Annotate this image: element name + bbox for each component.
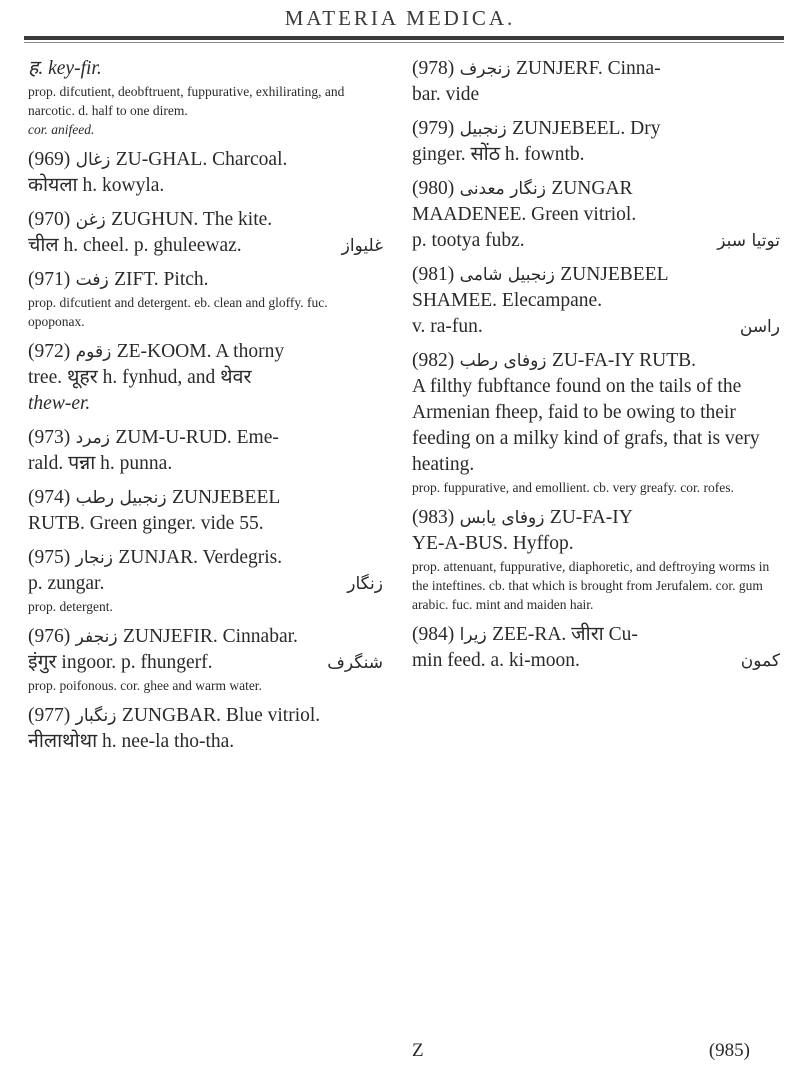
entry-headword: ZE-KOOM. A thorny [116, 341, 285, 362]
dictionary-entry [412, 622, 780, 682]
entry-text: p. zungar. [28, 573, 105, 594]
entry-headword: ZUGHUN. The kite. [111, 209, 273, 230]
entry-line [412, 142, 780, 168]
entry-line [412, 314, 780, 340]
arabic-gloss: زنگار [347, 574, 383, 594]
signature-mark: Z [412, 1040, 424, 1061]
arabic-headword: زنجبیل شامی [454, 265, 561, 285]
arabic-headword: زغن [70, 210, 112, 230]
entry-line [412, 288, 780, 314]
entry-line [28, 365, 383, 391]
entry-line [412, 176, 780, 202]
header-rule [24, 36, 784, 40]
entry-text: ह. key-fir. [28, 58, 102, 79]
arabic-gloss: راسن [739, 317, 780, 337]
dictionary-entry [28, 56, 383, 147]
arabic-headword: زنجفر [70, 627, 123, 647]
entry-text: prop. detergent. [28, 599, 113, 614]
entry-text: (980) [412, 178, 455, 199]
entry-gap [28, 616, 383, 624]
arabic-headword: زنگبار [70, 706, 122, 726]
entry-line [28, 147, 383, 173]
entry-line [28, 485, 383, 511]
arabic-headword: زنجار [70, 548, 119, 568]
entry-text: MAADENEE. Green vitriol. [412, 204, 637, 225]
running-header: MATERIA MEDICA. [284, 6, 516, 30]
entry-line [412, 648, 780, 674]
arabic-gloss: غليواز [341, 236, 383, 256]
entry-line [412, 228, 780, 254]
entry-text: prop. fuppurative, and emollient. cb. very greafy. cor. rofes. [412, 480, 734, 495]
entry-line [28, 597, 383, 616]
entry-headword: ZUNJEBEEL [560, 264, 669, 285]
entry-gap [28, 259, 383, 267]
entry-line [412, 622, 780, 648]
entry-text: p. tootya fubz. [412, 230, 525, 251]
entry-line [412, 374, 780, 478]
entry-text: (979) [412, 118, 455, 139]
entry-text: (978) [412, 58, 455, 79]
entry-text: v. ra-fun. [412, 316, 483, 337]
entry-text: (975) [28, 547, 71, 568]
entry-text: (974) [28, 487, 71, 508]
arabic-gloss: کمون [740, 651, 780, 671]
entry-headword: ZUNJAR. Verdegris. [118, 547, 283, 568]
entry-text: tree. थूहर h. fynhud, and थेवर [28, 367, 252, 388]
entry-text: (981) [412, 264, 455, 285]
entry-gap [28, 695, 383, 703]
entry-line [412, 202, 780, 228]
entry-text: (973) [28, 427, 71, 448]
arabic-headword: زیرا [454, 625, 493, 645]
entry-text: इंगुर ingoor. p. fhungerf. [28, 652, 213, 673]
entry-text: कोयला h. kowyla. [28, 175, 165, 196]
arabic-headword: زغال [70, 150, 116, 170]
entry-text: prop. attenuant, fuppurative, diaphoretic, and deftroying worms in the inteftines. cb. that which is brought from Jerufalem. cor. gum arabic. fuc. mint and maiden hair. [412, 559, 770, 612]
header-rule-thin [24, 42, 784, 43]
entry-gap [28, 417, 383, 425]
entry-line [28, 207, 383, 233]
entry-headword: ZUM-U-RUD. Eme- [115, 427, 279, 448]
arabic-headword: زقوم [70, 342, 117, 362]
entry-text: (972) [28, 341, 71, 362]
dictionary-entry [28, 545, 383, 624]
entry-line [28, 511, 383, 537]
entry-line [28, 56, 383, 82]
entry-line [28, 451, 383, 477]
entry-text: prop. difcutient and detergent. eb. clean and gloffy. fuc. opoponax. [28, 295, 328, 329]
entry-text: नीलाथोथा h. nee-la tho-tha. [28, 731, 235, 752]
entry-line [28, 173, 383, 199]
entry-headword: ZUNJERF. Cinna- [515, 58, 661, 79]
dictionary-entry [412, 348, 780, 505]
entry-text: rald. पन्ना h. punna. [28, 453, 173, 474]
dictionary-entry [28, 267, 383, 339]
entry-headword: ZU-GHAL. Charcoal. [115, 149, 288, 170]
entry-gap [412, 614, 780, 622]
entry-text: (970) [28, 209, 71, 230]
dictionary-entry [28, 207, 383, 267]
dictionary-entry [412, 56, 780, 116]
arabic-gloss: توتیا سبز [717, 231, 780, 251]
arabic-headword: زفت [70, 270, 115, 290]
entry-line [28, 624, 383, 650]
entry-text: (976) [28, 626, 71, 647]
entry-line [28, 729, 383, 755]
entry-text: prop. difcutient, deobftruent, fuppurative, exhilirating, and narcotic. d. half to one direm. [28, 84, 345, 118]
entry-line [412, 262, 780, 288]
entry-line [412, 557, 780, 614]
entry-text: ginger. सोंठ h. fowntb. [412, 144, 585, 165]
entry-line [412, 116, 780, 142]
entry-text: cor. anifeed. [28, 122, 95, 137]
entry-headword: ZUNGAR [551, 178, 633, 199]
entry-text: prop. poifonous. cor. ghee and warm water. [28, 678, 262, 693]
entry-gap [412, 497, 780, 505]
entry-line [28, 293, 383, 331]
arabic-headword: زوفای یابس [454, 508, 550, 528]
dictionary-entry [28, 485, 383, 545]
entry-line [412, 56, 780, 82]
entry-line [28, 425, 383, 451]
catchword: (985) [708, 1040, 750, 1061]
arabic-headword: زوفای رطب [454, 351, 552, 371]
entry-line [412, 348, 780, 374]
entry-text: (971) [28, 269, 71, 290]
entry-line [28, 267, 383, 293]
entry-line [28, 545, 383, 571]
arabic-headword: زنجبیل رطب [70, 488, 172, 508]
entry-headword: ZUNJEFIR. Cinnabar. [122, 626, 298, 647]
arabic-gloss: شنگرف [327, 653, 383, 673]
entry-line [28, 391, 383, 417]
entry-gap [28, 755, 383, 763]
left-column [28, 56, 383, 763]
entry-line [412, 82, 780, 108]
entry-headword: ZU-FA-IY [549, 507, 633, 528]
dictionary-entry [28, 339, 383, 425]
entry-gap [28, 139, 383, 147]
entry-headword: ZUNGBAR. Blue vitriol. [121, 705, 321, 726]
entry-gap [412, 168, 780, 176]
entry-text: RUTB. Green ginger. vide 55. [28, 513, 264, 534]
entry-headword: ZUNJEBEEL. Dry [512, 118, 661, 139]
entry-text: (969) [28, 149, 71, 170]
entry-text: (983) [412, 507, 455, 528]
entry-text: (984) [412, 624, 455, 645]
entry-line [28, 120, 383, 139]
dictionary-entry [412, 505, 780, 622]
arabic-headword: زنگار معدنی [454, 179, 552, 199]
entry-text: min feed. a. ki-moon. [412, 650, 580, 671]
dictionary-entry [28, 147, 383, 207]
entry-text: bar. vide [412, 84, 480, 105]
entry-headword: ZU-FA-IY RUTB. [551, 350, 697, 371]
right-column [412, 56, 780, 682]
dictionary-entry [28, 703, 383, 763]
entry-gap [28, 331, 383, 339]
entry-gap [28, 199, 383, 207]
arabic-headword: زمرد [70, 428, 116, 448]
entry-line [412, 505, 780, 531]
entry-headword: ZEE-RA. जीरा Cu- [492, 624, 638, 645]
entry-text: A filthy fubftance found on the tails of the Armenian fheep, faid to be owing to their feeding on a milky kind of grafs, that is very heating. [412, 376, 760, 475]
entry-gap [28, 477, 383, 485]
dictionary-entry [412, 116, 780, 176]
entry-gap [28, 537, 383, 545]
dictionary-entry [28, 425, 383, 485]
entry-line [28, 571, 383, 597]
entry-text: (977) [28, 705, 71, 726]
entry-line [412, 478, 780, 497]
entry-text: YE-A-BUS. Hyffop. [412, 533, 574, 554]
entry-line [28, 703, 383, 729]
entry-line [412, 531, 780, 557]
entry-text: thew-er. [28, 393, 91, 414]
arabic-headword: زنجرف [454, 59, 516, 79]
entry-gap [412, 674, 780, 682]
entry-gap [412, 254, 780, 262]
entry-line [28, 676, 383, 695]
entry-text: (982) [412, 350, 455, 371]
entry-headword: ZIFT. Pitch. [114, 269, 209, 290]
entry-gap [412, 108, 780, 116]
entry-line [28, 233, 383, 259]
dictionary-entry [412, 176, 780, 262]
entry-line [28, 650, 383, 676]
entry-line [28, 339, 383, 365]
dictionary-entry [28, 624, 383, 703]
entry-gap [412, 340, 780, 348]
dictionary-entry [412, 262, 780, 348]
entry-headword: ZUNJEBEEL [171, 487, 281, 508]
entry-text: SHAMEE. Elecampane. [412, 290, 603, 311]
arabic-headword: زنجبیل [454, 119, 513, 139]
entry-text: चील h. cheel. p. ghuleewaz. [28, 235, 242, 256]
entry-line [28, 82, 383, 120]
